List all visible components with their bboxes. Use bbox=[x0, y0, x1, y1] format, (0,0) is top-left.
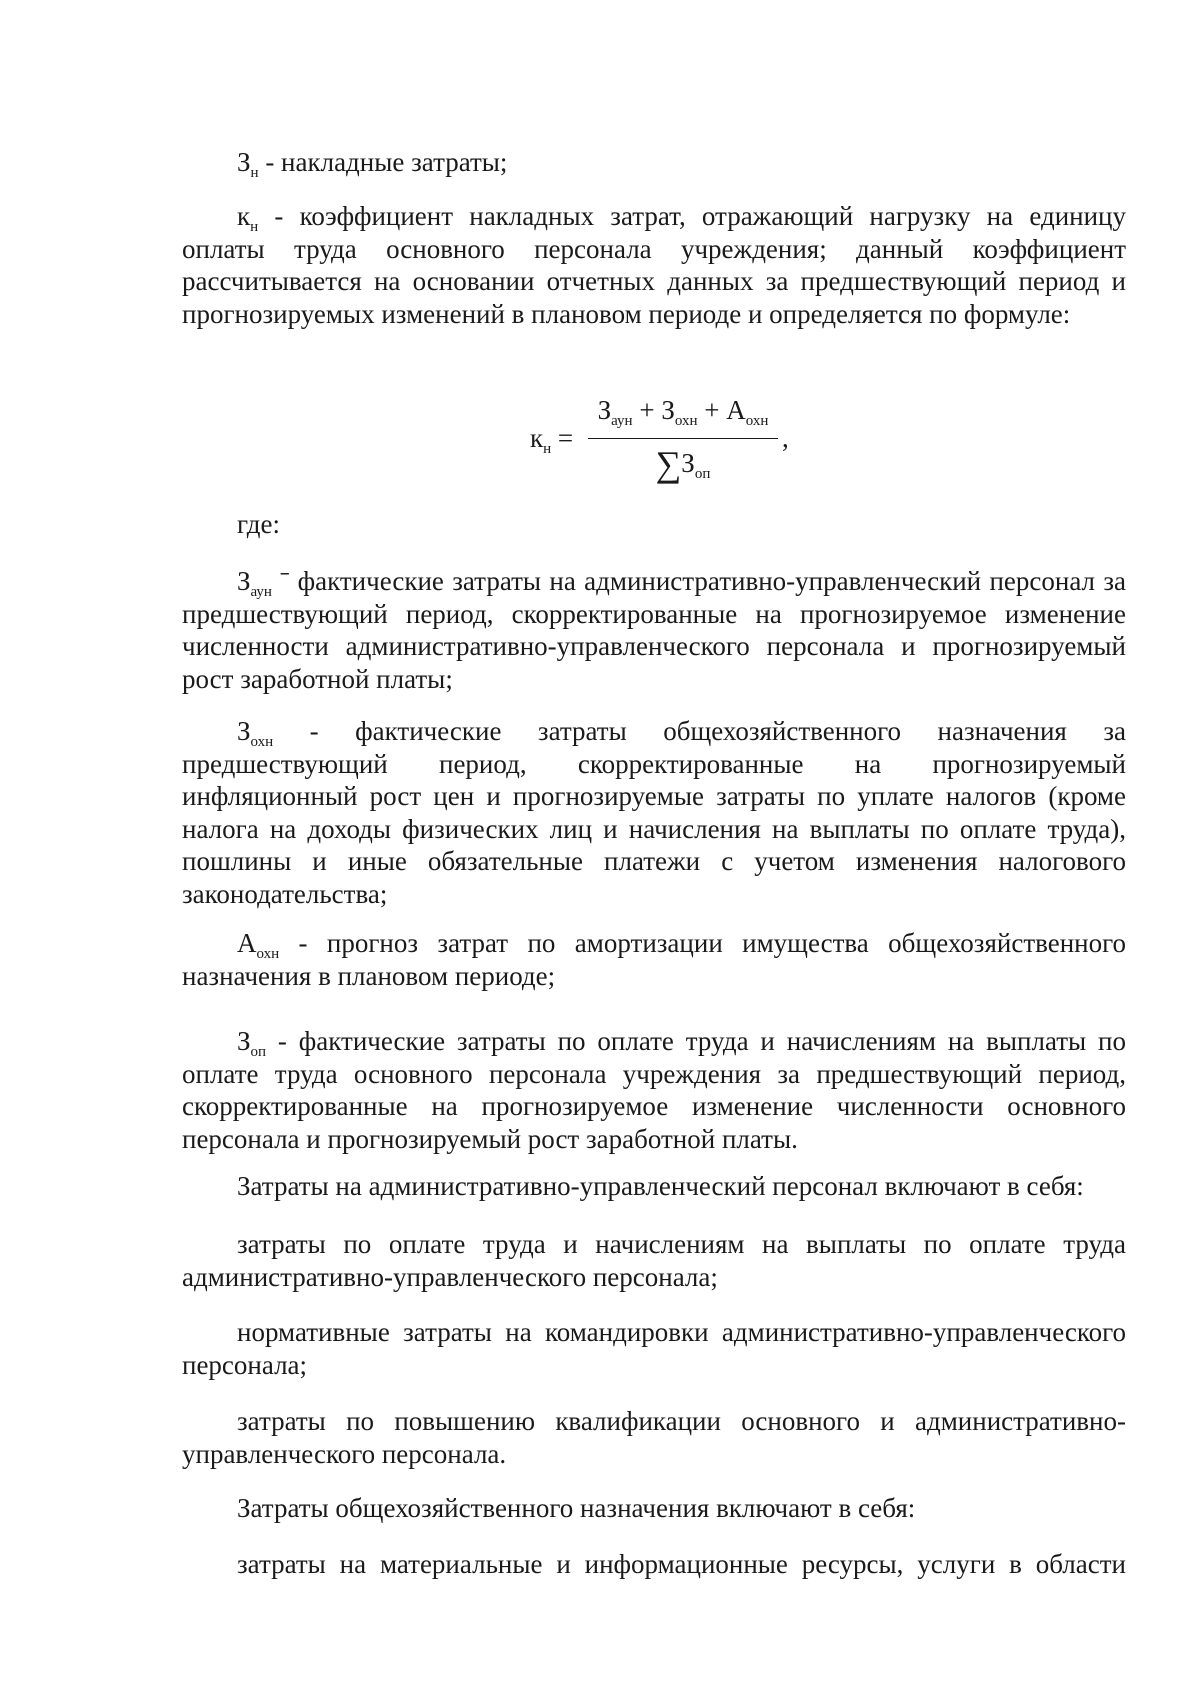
overhead-coefficient-formula bbox=[530, 395, 790, 484]
paragraph-zn bbox=[182, 146, 1126, 179]
definition-text: - прогноз затрат по амортизации имущества общехозяйственного назначения в плановом периоде; bbox=[182, 928, 1126, 991]
symbol-a: А bbox=[237, 928, 257, 958]
formula-denominator bbox=[588, 439, 778, 484]
formula-comma: , bbox=[782, 423, 789, 453]
admin-costs-intro bbox=[182, 1170, 1126, 1203]
plus-sign: + bbox=[704, 395, 720, 425]
paragraph-zaup bbox=[182, 565, 1126, 695]
formula-lhs-symbol: к bbox=[530, 423, 544, 453]
paragraph-text: Затраты на административно-управленческий персонал включают в себя: bbox=[237, 1171, 1084, 1201]
paragraph-aohn bbox=[182, 927, 1126, 992]
paragraph-text: Затраты общехозяйственного назначения включают в себя: bbox=[237, 1493, 916, 1523]
numerator-term-zaup: З bbox=[597, 395, 612, 425]
definition-zohn bbox=[182, 715, 1126, 910]
definition-zaup bbox=[182, 565, 1126, 695]
formula-numerator bbox=[588, 395, 778, 429]
general-costs-item-1 bbox=[182, 1548, 1126, 1581]
subscript: аун bbox=[250, 584, 272, 600]
definition-text: ˉ фактические затраты на административно-управленческий персонал за предшествующий период, скорректированные на прогнозируемое изменение численности административно-управленческого персонала и прогнозируемый рост заработной платы; bbox=[182, 566, 1126, 694]
symbol-z: З bbox=[237, 566, 251, 596]
symbol-z: З bbox=[237, 147, 251, 177]
paragraph-text: затраты по оплате труда и начислениям на выплаты по оплате труда административно-управленческого персонала; bbox=[182, 1229, 1126, 1292]
admin-costs-item-3 bbox=[182, 1405, 1126, 1470]
sum-symbol: ∑ bbox=[655, 444, 682, 484]
symbol-z: З bbox=[237, 716, 251, 746]
paragraph-zop bbox=[182, 1025, 1126, 1155]
denominator-term-zop-sub: оп bbox=[694, 466, 711, 482]
plus-sign: + bbox=[639, 395, 655, 425]
paragraph-kn bbox=[182, 200, 1126, 330]
subscript: охн bbox=[250, 734, 274, 750]
formula-lhs bbox=[530, 423, 574, 457]
definition-text: - накладные затраты; bbox=[258, 147, 508, 177]
subscript: охн bbox=[256, 946, 280, 962]
admin-costs-item-1 bbox=[182, 1228, 1126, 1293]
denominator-term-zop: З bbox=[681, 448, 695, 478]
symbol-k: к bbox=[237, 201, 251, 231]
symbol-z: З bbox=[237, 1026, 251, 1056]
definition-text: - фактические затраты по оплате труда и начислениям на выплаты по оплате труда основного персонала учреждения за предшествующий период, скорректированные на прогнозируемое изменение численности основного персонала и прогнозируемый рост заработной платы. bbox=[182, 1026, 1126, 1154]
subscript: н bbox=[250, 165, 259, 181]
admin-costs-item-2 bbox=[182, 1316, 1126, 1381]
where-label bbox=[182, 508, 1126, 541]
paragraph-text: затраты на материальные и информационные ресурсы, услуги в области bbox=[237, 1549, 1126, 1579]
numerator-term-zaup-sub: аун bbox=[611, 413, 633, 429]
general-costs-intro bbox=[182, 1492, 1126, 1525]
definition-zop bbox=[182, 1025, 1126, 1155]
definition-zn bbox=[182, 146, 1126, 179]
paragraph-text: затраты по повышению квалификации основного и административно-управленческого персонала. bbox=[182, 1406, 1126, 1469]
numerator-term-aohn: А bbox=[726, 395, 746, 425]
definition-aohn bbox=[182, 927, 1126, 992]
subscript: н bbox=[250, 219, 259, 235]
definition-text: - фактические затраты общехозяйственного назначения за предшествующий период, скорректированные на прогнозируемый инфляционный рост цен и прогнозируемые затраты по уплате налогов (кроме налога на доходы физических лиц и начисления на выплаты по оплате труда), пошлины и иные обязательные платежи с учетом изменения налогового законодательства; bbox=[182, 716, 1126, 909]
paragraph-zohn bbox=[182, 715, 1126, 910]
definition-kn bbox=[182, 200, 1126, 330]
where-text: где: bbox=[237, 509, 280, 539]
subscript: оп bbox=[250, 1044, 267, 1060]
paragraph-text: нормативные затраты на командировки административно-управленческого персонала; bbox=[182, 1317, 1126, 1380]
formula-lhs-subscript: н bbox=[543, 441, 552, 457]
definition-text: - коэффициент накладных затрат, отражающий нагрузку на единицу оплаты труда основного персонала учреждения; данный коэффициент рассчитывается на основании отчетных данных за предшествующий период и прогнозируемых изменений в плановом периоде и определяется по формуле: bbox=[182, 201, 1126, 329]
numerator-term-zohn-sub: охн bbox=[674, 413, 698, 429]
numerator-term-aohn-sub: охн bbox=[745, 413, 769, 429]
formula-equals: = bbox=[557, 423, 574, 453]
numerator-term-zohn: З bbox=[661, 395, 675, 425]
